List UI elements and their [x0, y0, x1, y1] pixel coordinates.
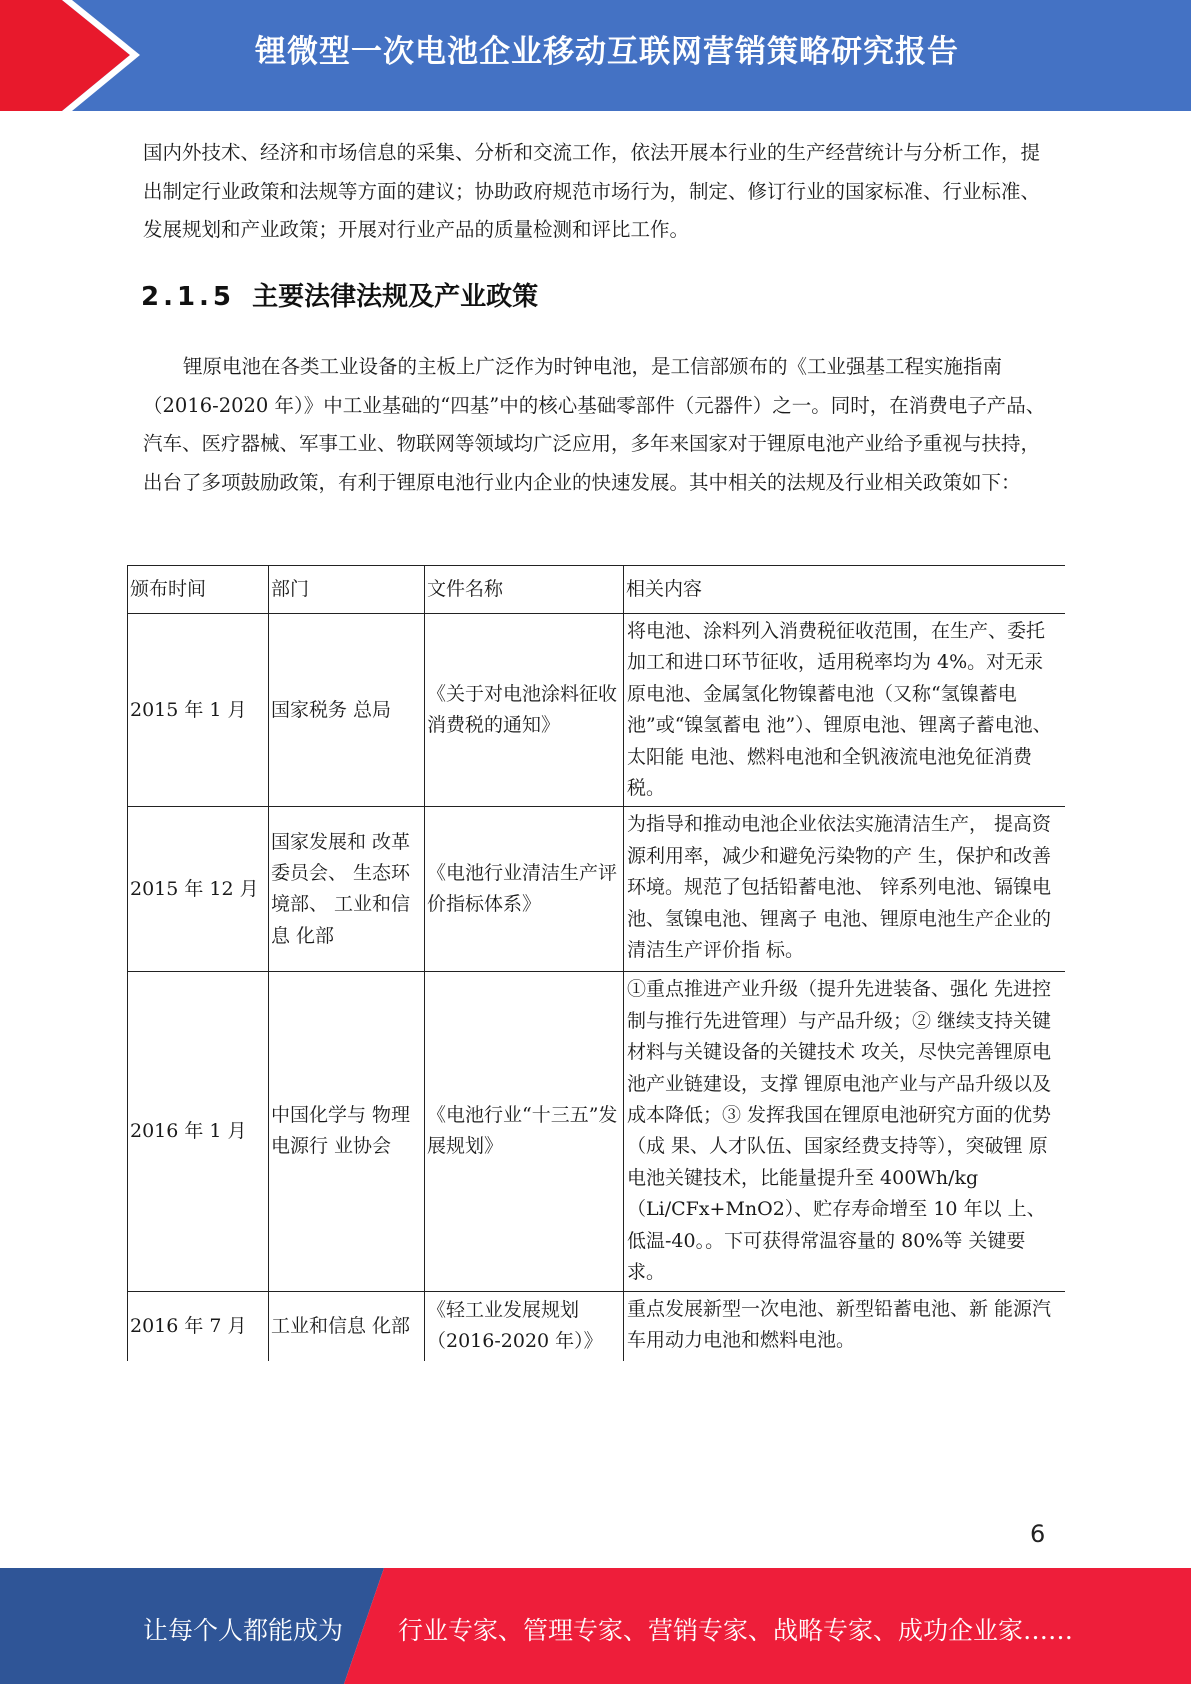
header-red-chevron	[0, 0, 130, 111]
section-number: 2.1.5	[141, 282, 236, 312]
cell-document: 《电池行业清洁生产评价指标体系》	[425, 807, 624, 972]
cell-date: 2016 年 7 月	[128, 1291, 269, 1361]
footer-slogan-right: 行业专家、管理专家、营销专家、战略专家、成功企业家……	[398, 1616, 1074, 1645]
section-paragraph: 锂原电池在各类工业设备的主板上广泛作为时钟电池，是工信部颁布的《工业强基工程实施指南（2016-2020 年）》中工业基础的“四基”中的核心基础零部件（元器件）之一。同时，在消费电子产品、汽车、医疗器械、军事工业、物联网等领域均广泛应用，多年来国家对于锂原电池产业给予重视与扶持，出台了多项鼓励政策，有利于锂原电池行业内企业的快速发展。其中相关的法规及行业相关政策如下：	[143, 355, 1046, 494]
table-row	[128, 1291, 1065, 1361]
table-header-row	[128, 566, 1065, 614]
page-header	[0, 0, 1191, 111]
policy-table	[127, 565, 1065, 1361]
cell-content: 为指导和推动电池企业依法实施清洁生产， 提高资源利用率，减少和避免污染物的产 生，保护和改善环境。规范了包括铅蓄电池、 锌系列电池、镉镍电池、氢镍电池、锂离子 电池、锂原电池生产企业的清洁生产评价指 标。	[624, 807, 1065, 972]
cell-content: 重点发展新型一次电池、新型铅蓄电池、新 能源汽车用动力电池和燃料电池。	[624, 1291, 1065, 1361]
page-footer	[0, 1568, 1191, 1684]
cell-content: 将电池、涂料列入消费税征收范围，在生产、委托加工和进口环节征收，适用税率均为 4%。对无汞原电池、金属氢化物镍蓄电池（又称“氢镍蓄电池”或“镍氢蓄电 池”）、锂原电池、锂离子蓄电池、太阳能 电池、燃料电池和全钒液流电池免征消费 税。	[624, 614, 1065, 807]
cell-date: 2015 年 12 月	[128, 807, 269, 972]
column-header-content: 相关内容	[624, 566, 1065, 614]
intro-paragraph: 国内外技术、经济和市场信息的采集、分析和交流工作，依法开展本行业的生产经营统计与分析工作，提出制定行业政策和法规等方面的建议；协助政府规范市场行为，制定、修订行业的国家标准、行业标准、发展规划和产业政策；开展对行业产品的质量检测和评比工作。	[143, 141, 1041, 241]
cell-document: 《关于对电池涂料征收消费税的通知》	[425, 614, 624, 807]
report-title: 锂微型一次电池企业移动互联网营销策略研究报告	[255, 34, 959, 70]
cell-date: 2016 年 1 月	[128, 972, 269, 1291]
column-header-department: 部门	[269, 566, 425, 614]
page-number: 6	[1030, 1520, 1046, 1548]
column-header-document: 文件名称	[425, 566, 624, 614]
cell-document: 《轻工业发展规划（2016-2020 年）》	[425, 1291, 624, 1361]
footer-slogan-left: 让每个人都能成为	[143, 1616, 344, 1645]
cell-department: 国家发展和 改革委员会、 生态环境部、 工业和信息 化部	[269, 807, 425, 972]
cell-document: 《电池行业“十三五”发展规划》	[425, 972, 624, 1291]
cell-department: 国家税务 总局	[269, 614, 425, 807]
cell-date: 2015 年 1 月	[128, 614, 269, 807]
column-header-date: 颁布时间	[128, 566, 269, 614]
table-row	[128, 614, 1065, 807]
cell-department: 工业和信息 化部	[269, 1291, 425, 1361]
cell-content: ①重点推进产业升级（提升先进装备、强化 先进控制与推行先进管理）与产品升级；② 继续支持关键材料与关键设备的关键技术 攻关，尽快完善锂原电池产业链建设，支撑 锂原电池产业与产品升级以及成本降低；③ 发挥我国在锂原电池研究方面的优势（成 果、人才队伍、国家经费支持等），突破锂 原电池关键技术，比能量提升至 400Wh/kg （Li/CFx+MnO2）、贮存寿命增至 10 年以 上、低温-40。。下可获得常温容量的 80%等 关键要求。	[624, 972, 1065, 1291]
table-row	[128, 807, 1065, 972]
header-arrow-decoration	[0, 0, 200, 111]
section-heading	[141, 276, 538, 313]
table-row	[128, 972, 1065, 1291]
cell-department: 中国化学与 物理电源行 业协会	[269, 972, 425, 1291]
section-title: 主要法律法规及产业政策	[252, 282, 539, 312]
